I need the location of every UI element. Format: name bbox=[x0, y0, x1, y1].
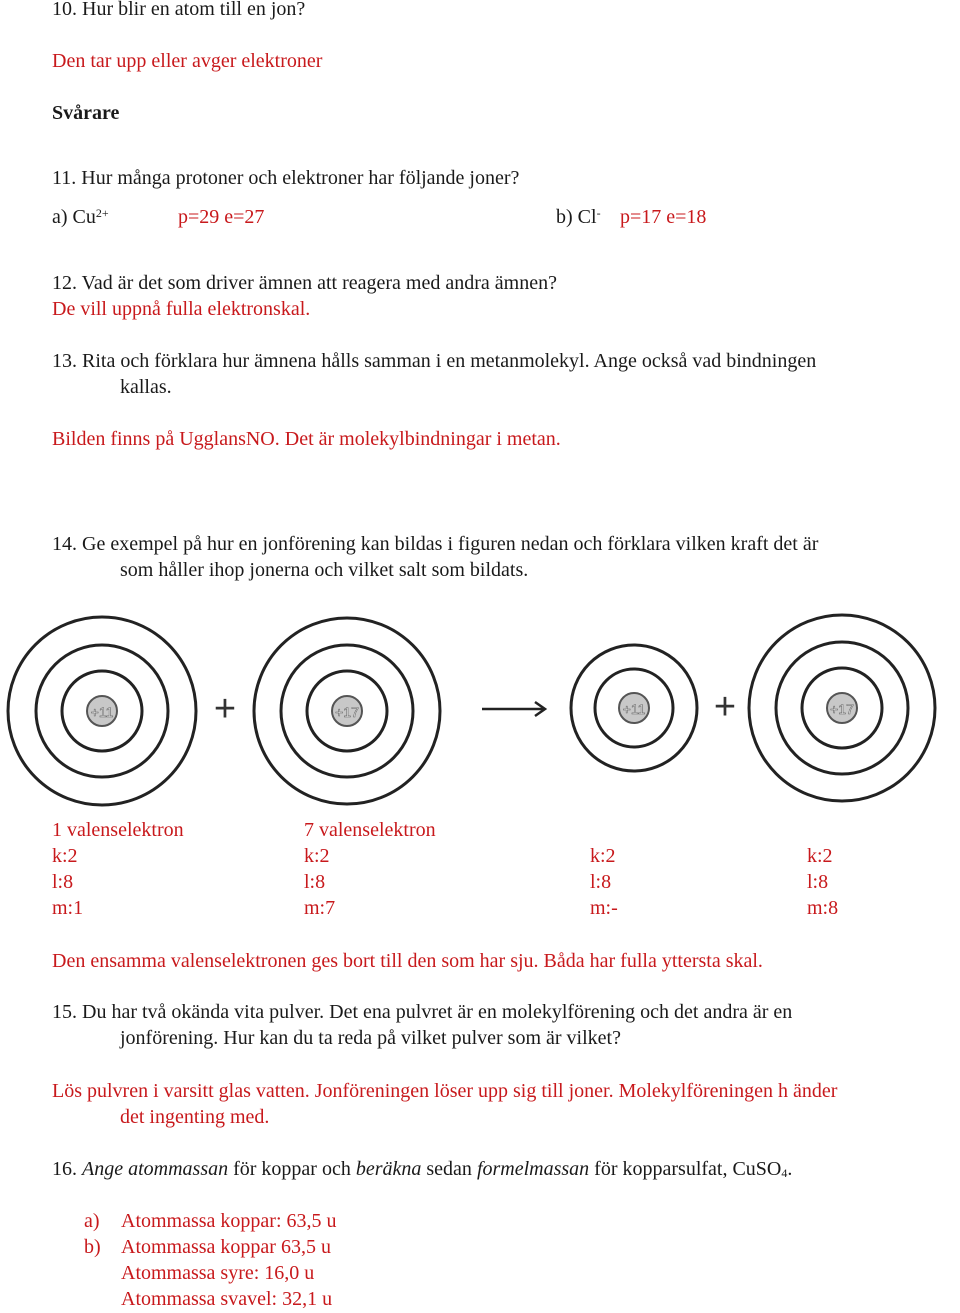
q11-a-answer: p=29 e=27 bbox=[178, 206, 265, 228]
q10-answer: Den tar upp eller avger elektroner bbox=[52, 50, 323, 72]
q16-italic: Ange atommassan bbox=[82, 1158, 229, 1180]
shell-cell: l:8 bbox=[807, 871, 829, 893]
q16-answer-text: Atommassa syre: 16,0 u bbox=[121, 1262, 315, 1284]
q16-answer-text: Atommassa svavel: 32,1 u bbox=[121, 1288, 333, 1310]
nucleus-label: +11 bbox=[90, 704, 114, 720]
q16-text: . bbox=[787, 1158, 793, 1180]
q16-text: sedan bbox=[421, 1158, 477, 1180]
sodium-ion bbox=[571, 645, 697, 771]
q13-answer: Bilden finns på UgglansNO. Det är molekylbindningar i metan. bbox=[52, 428, 561, 450]
shell-cell: m:8 bbox=[807, 897, 839, 919]
q16-question bbox=[52, 1156, 792, 1182]
shell-column-chloride-ion bbox=[807, 817, 838, 921]
shell-cell: k:2 bbox=[304, 845, 330, 867]
shell-cell: k:2 bbox=[590, 845, 616, 867]
q16-italic: formelmassan bbox=[476, 1158, 590, 1180]
shell-cell bbox=[807, 817, 838, 843]
shell-cell: m:7 bbox=[304, 897, 336, 919]
shell-cell: k:2 bbox=[52, 845, 78, 867]
q15-answer-line1: Lös pulvren i varsitt glas vatten. Jonföreningen löser upp sig till joner. Molekylföreningen h änder bbox=[52, 1080, 838, 1102]
q15-answer-line2: det ingenting med. bbox=[120, 1106, 270, 1128]
q16-answer-text: Atommassa koppar 63,5 u bbox=[121, 1236, 331, 1258]
q16-italic: beräkna bbox=[355, 1158, 422, 1180]
q11-a-label: a) Cu bbox=[52, 206, 96, 228]
q14-question-line2: som håller ihop jonerna och vilket salt som bildats. bbox=[120, 559, 529, 581]
nucleus-label: +17 bbox=[830, 701, 854, 717]
q14-answer: Den ensamma valenselektronen ges bort till den som har sju. Båda har fulla yttersta skal. bbox=[52, 950, 763, 972]
q11-a-charge: 2+ bbox=[95, 206, 109, 220]
q16-answer-marker: a) bbox=[84, 1210, 100, 1232]
shell-cell: k:2 bbox=[807, 845, 833, 867]
shell-column-sodium bbox=[52, 817, 184, 921]
q16-answer-text: Atommassa koppar: 63,5 u bbox=[121, 1210, 337, 1232]
q11-b-label: b) Cl bbox=[556, 206, 597, 228]
plus-sign: + bbox=[713, 686, 737, 728]
section-heading: Svårare bbox=[52, 102, 120, 124]
shell-cell: l:8 bbox=[52, 871, 74, 893]
shell-cell bbox=[590, 817, 618, 843]
q15-question-line2: jonförening. Hur kan du ta reda på vilket pulver som är vilket? bbox=[120, 1027, 621, 1049]
q11-b bbox=[556, 204, 601, 230]
shell-cell: l:8 bbox=[590, 871, 612, 893]
atom-chlorine bbox=[254, 618, 440, 804]
q13-question-line1: 13. Rita och förklara hur ämnena hålls samman i en metanmolekyl. Ange också vad bindningen bbox=[52, 350, 817, 372]
shell-cell: 1 valenselektron bbox=[52, 819, 184, 841]
shell-cell: m:1 bbox=[52, 897, 84, 919]
nucleus-label: +11 bbox=[622, 701, 646, 717]
atom-sodium bbox=[8, 617, 196, 805]
q11-a bbox=[52, 204, 109, 230]
q15-question-line1: 15. Du har två okända vita pulver. Det ena pulvret är en molekylförening och det andra är en bbox=[52, 1001, 793, 1023]
plus-sign: + bbox=[213, 688, 237, 730]
q11-b-charge: - bbox=[596, 206, 601, 220]
q16-text: 16. bbox=[52, 1158, 82, 1180]
q16-subscript: 4 bbox=[781, 1166, 788, 1180]
q14-question-line1: 14. Ge exempel på hur en jonförening kan bildas i figuren nedan och förklara vilken kraft det är bbox=[52, 533, 819, 555]
q12-question: 12. Vad är det som driver ämnen att reagera med andra ämnen? bbox=[52, 272, 557, 294]
q13-question-line2: kallas. bbox=[120, 376, 172, 398]
nucleus-label: +17 bbox=[335, 704, 359, 720]
q16-text: för koppar och bbox=[228, 1158, 356, 1180]
shell-cell: l:8 bbox=[304, 871, 326, 893]
shell-column-sodium-ion bbox=[590, 817, 618, 921]
chloride-ion bbox=[749, 615, 935, 801]
shell-column-chlorine bbox=[304, 817, 436, 921]
q11-question: 11. Hur många protoner och elektroner har följande joner? bbox=[52, 167, 520, 189]
q16-text: för kopparsulfat, CuSO bbox=[589, 1158, 782, 1180]
q10-question: 10. Hur blir en atom till en jon? bbox=[52, 0, 306, 20]
shell-cell: 7 valenselektron bbox=[304, 819, 436, 841]
q11-b-answer: p=17 e=18 bbox=[620, 206, 707, 228]
q16-answer-marker: b) bbox=[84, 1236, 101, 1258]
ion-formation-diagram bbox=[0, 610, 960, 810]
shell-cell: m:- bbox=[590, 897, 618, 919]
q12-answer: De vill uppnå fulla elektronskal. bbox=[52, 298, 311, 320]
reaction-arrow bbox=[482, 702, 545, 716]
